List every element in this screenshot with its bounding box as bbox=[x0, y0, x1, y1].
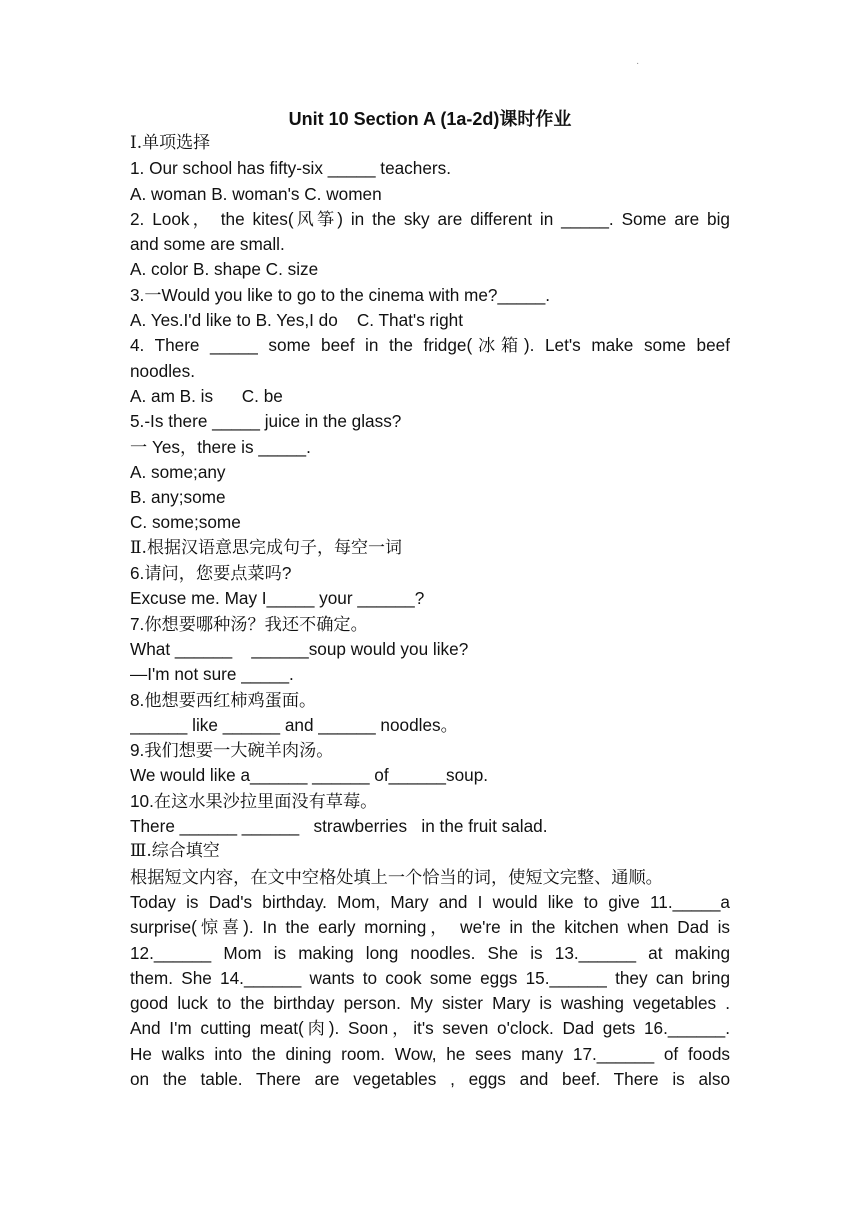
text-line: What ______ ______soup would you like? bbox=[130, 638, 469, 659]
text-line: 2. Look， the kites(风筝) in the sky are different in _____. Some are big bbox=[130, 208, 730, 229]
text-line: 4. There _____ some beef in the fridge(冰箱). Let's make some beef bbox=[130, 335, 730, 356]
page-title: Unit 10 Section A (1a-2d)课时作业 bbox=[288, 109, 572, 129]
section-heading: Ⅰ.单项选择 bbox=[130, 133, 211, 153]
text-line: them. She 14.______ wants to cook some eggs 15.______ they can bring bbox=[130, 967, 730, 988]
text-line: Today is Dad's birthday. Mom, Mary and I would like to give 11._____a bbox=[130, 891, 730, 912]
text-line: C. some;some bbox=[130, 512, 241, 533]
text-line: 7.你想要哪种汤？我还不确定。 bbox=[130, 613, 368, 634]
text-line: 3.一Would you like to go to the cinema with me?_____. bbox=[130, 284, 551, 305]
text-line: 5.-Is there _____ juice in the glass? bbox=[130, 411, 402, 432]
text-line: A. am B. is C. be bbox=[130, 385, 283, 406]
text-line: surprise(惊喜). In the early morning， we're in the kitchen when Dad is bbox=[130, 917, 730, 938]
text-line: 10.在这水果沙拉里面没有草莓。 bbox=[130, 790, 378, 811]
section-heading: Ⅱ.根据汉语意思完成句子，每空一词 bbox=[130, 537, 402, 558]
text-line: 根据短文内容，在文中空格处填上一个恰当的词，使短文完整、通顺。 bbox=[130, 866, 663, 887]
text-line: 12.______ Mom is making long noodles. She is 13.______ at making bbox=[130, 942, 730, 963]
text-line: There ______ ______ strawberries in the fruit salad. bbox=[130, 816, 548, 837]
text-line: B. any;some bbox=[130, 487, 226, 508]
text-line: 1. Our school has fifty-six _____ teachers. bbox=[130, 158, 451, 179]
text-line: noodles. bbox=[130, 360, 195, 381]
text-line: 一 Yes，there is _____. bbox=[130, 436, 311, 457]
text-line: 6.请问，您要点菜吗? bbox=[130, 563, 292, 584]
document-body bbox=[130, 131, 730, 1092]
text-line: on the table. There are vegetables , eggs and beef. There is also bbox=[130, 1068, 730, 1089]
text-line: We would like a______ ______ of______soup. bbox=[130, 765, 489, 786]
text-line: He walks into the dining room. Wow, he sees many 17.______ of foods bbox=[130, 1043, 730, 1064]
text-line: A. color B. shape C. size bbox=[130, 259, 319, 280]
text-line: 8.他想要西红柿鸡蛋面。 bbox=[130, 689, 317, 710]
text-line: Excuse me. May I_____ your ______? bbox=[130, 588, 425, 609]
text-line: 9.我们想要一大碗羊肉汤。 bbox=[130, 740, 334, 761]
text-line: A. Yes.I'd like to B. Yes,I do C. That's right bbox=[130, 310, 463, 331]
text-line: and some are small. bbox=[130, 234, 285, 255]
text-line: A. some;any bbox=[130, 461, 226, 482]
text-line: —I'm not sure _____. bbox=[130, 664, 294, 685]
section-heading: Ⅲ.综合填空 bbox=[130, 841, 220, 862]
header-dot: · bbox=[636, 58, 640, 69]
text-line: And I'm cutting meat(肉). Soon，it's seven o'clock. Dad gets 16.______. bbox=[130, 1018, 730, 1039]
text-line: good luck to the birthday person. My sister Mary is washing vegetables . bbox=[130, 993, 730, 1014]
text-line: ______ like ______ and ______ noodles。 bbox=[130, 714, 458, 735]
text-line: A. woman B. woman's C. women bbox=[130, 183, 382, 204]
